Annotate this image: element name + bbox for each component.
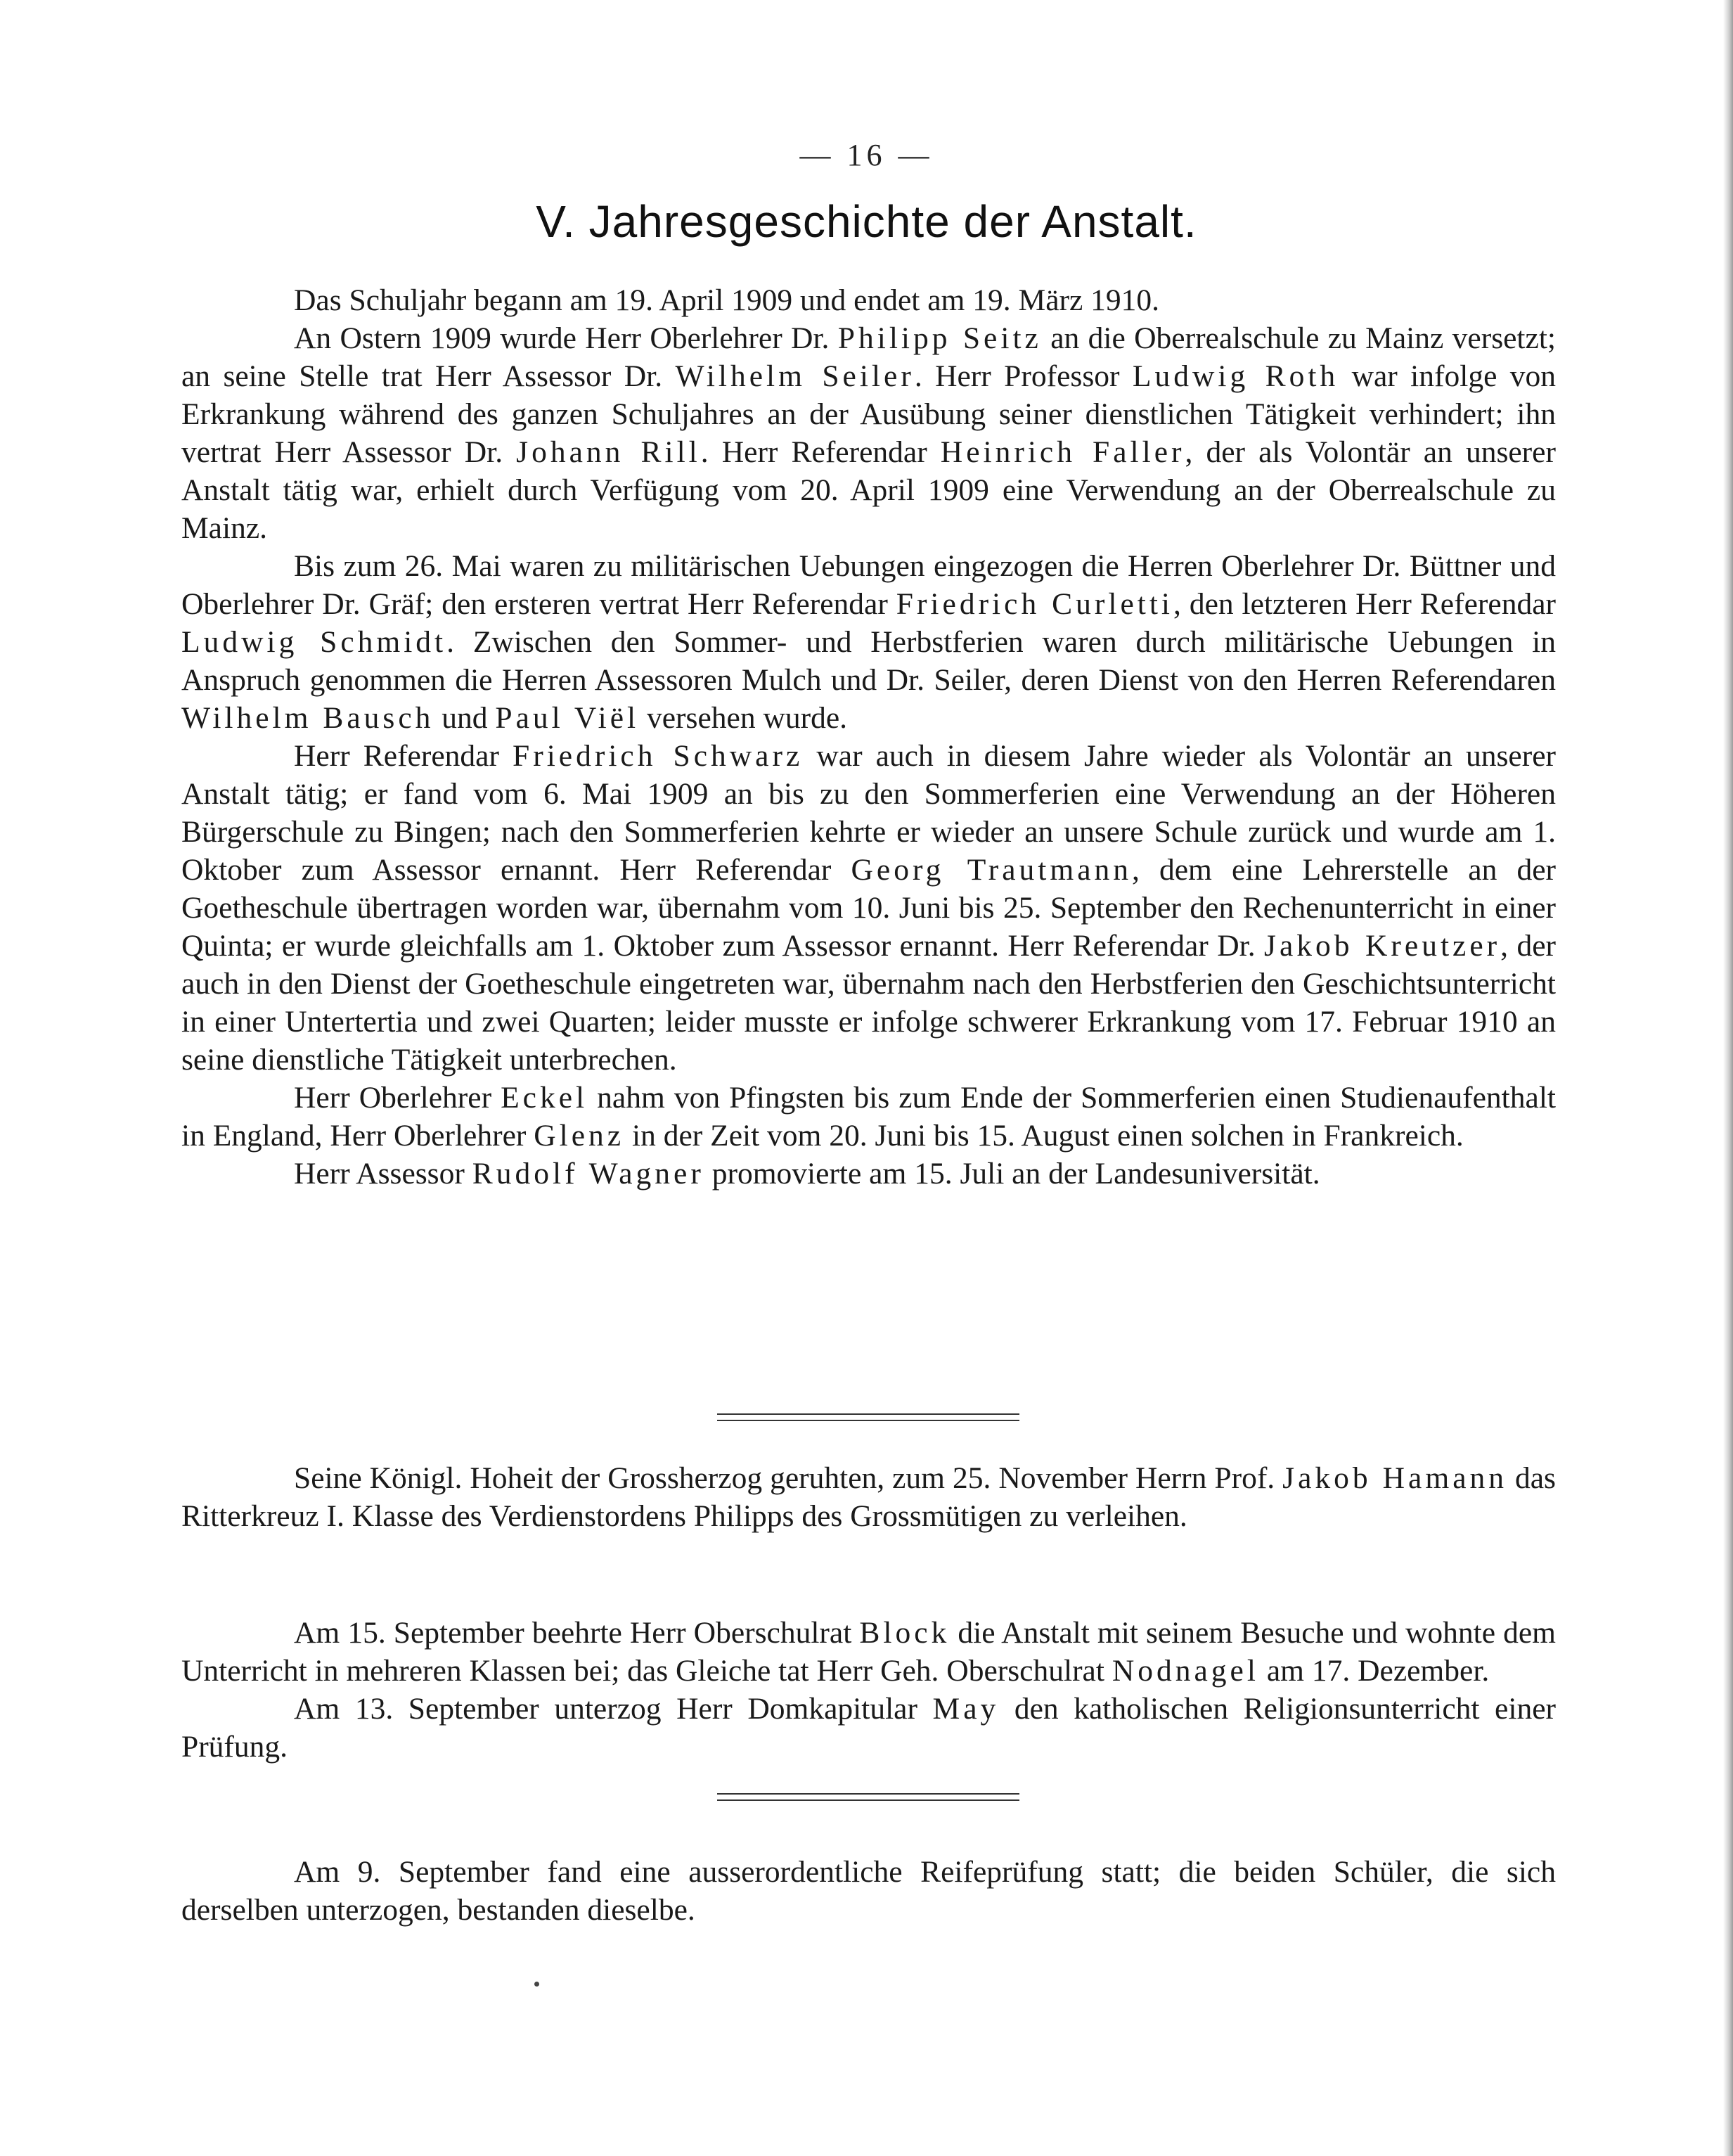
person-name: Ludwig Roth: [1132, 359, 1339, 393]
paragraph-military-exercises: Bis zum 26. Mai waren zu militärischen Uebungen eingezogen die Herren Oberlehrer Dr. Büttner und Oberlehrer Dr. Gräf; den ersteren vertrat Herr Referendar Friedrich Curletti, den letzteren Herr Referendar Ludwig Schmidt. Zwischen den Sommer- und Herbstferien waren durch militärische Uebungen in Anspruch genommen die Herren Assessoren Mulch und Dr. Seiler, deren Dienst von den Herren Referendaren Wilhelm Bausch und Paul Viël versehen wurde.: [181, 549, 1556, 735]
section-honour: [181, 1459, 1556, 1535]
person-name: Paul Viël: [495, 701, 640, 735]
person-name: Philipp Seitz: [837, 321, 1042, 355]
paragraph-school-year: Das Schuljahr begann am 19. April 1909 und endet am 19. März 1910.: [294, 283, 1160, 317]
section-staff-changes: [181, 281, 1556, 1193]
person-name: Glenz: [534, 1119, 625, 1153]
section-divider: [717, 1793, 1019, 1801]
section-divider: [717, 1413, 1019, 1421]
person-name: Eckel: [501, 1081, 588, 1115]
person-name: Heinrich Faller: [940, 435, 1185, 469]
person-name: Rudolf Wagner: [472, 1157, 704, 1191]
paragraph-reifepruefung: Am 9. September fand eine ausserordentliche Reifeprüfung statt; die beiden Schüler, die sich derselben unterzogen, bestanden dieselbe.: [181, 1855, 1556, 1927]
person-name: May: [932, 1692, 1000, 1726]
person-name: Georg Trautmann: [851, 853, 1133, 887]
person-name: Nodnagel: [1112, 1654, 1259, 1688]
paragraph-promotion: Herr Assessor Rudolf Wagner promovierte am 15. Juli an der Landesuniversität.: [294, 1157, 1320, 1191]
section-title: V. Jahresgeschichte der Anstalt.: [536, 196, 1197, 247]
person-name: Jakob Kreutzer: [1264, 929, 1501, 963]
print-speck: [534, 1982, 539, 1987]
person-name: Wilhelm Seiler: [675, 359, 915, 393]
paragraph-decoration: Seine Königl. Hoheit der Grossherzog geruhten, zum 25. November Herrn Prof. Jakob Hamann das Ritterkreuz I. Klasse des Verdienstordens Philipps des Grossmütigen zu verleihen.: [181, 1461, 1556, 1533]
person-name: Jakob Hamann: [1282, 1461, 1508, 1495]
page-number: — 16 —: [799, 138, 934, 172]
person-name: Friedrich Schwarz: [513, 739, 804, 773]
paragraph-study-abroad: Herr Oberlehrer Eckel nahm von Pfingsten bis zum Ende der Sommerferien einen Studienaufenthalt in England, Herr Oberlehrer Glenz in der Zeit vom 20. Juni bis 15. August einen solchen in Frankreich.: [181, 1081, 1556, 1153]
person-name: Block: [859, 1616, 951, 1650]
person-name: Johann Rill: [516, 435, 701, 469]
page-edge-shadow: [1723, 0, 1733, 2156]
paragraph-inspection-visit: Am 15. September beehrte Herr Oberschulrat Block die Anstalt mit seinem Besuche und wohnte dem Unterricht in mehreren Klassen bei; das Gleiche tat Herr Geh. Oberschulrat Nodnagel am 17. Dezember.: [181, 1616, 1556, 1688]
paragraph-volunteers: Herr Referendar Friedrich Schwarz war auch in diesem Jahre wieder als Volontär an unserer Anstalt tätig; er fand vom 6. Mai 1909 an bis zu den Sommerferien eine Verwendung an der Höheren Bürgerschule zu Bingen; nach den Sommerferien kehrte er wieder an unsere Schule zurück und wurde am 1. Oktober zum Assessor ernannt. Herr Referendar Georg Trautmann, dem eine Lehrerstelle an der Goetheschule übertragen worden war, übernahm vom 10. Juni bis 25. September den Rechenunterricht in einer Quinta; er wurde gleichfalls am 1. Oktober zum Assessor ernannt. Herr Referendar Dr. Jakob Kreutzer, der auch in den Dienst der Goetheschule eingetreten war, übernahm nach den Herbstferien den Geschichtsunterricht in einer Untertertia und zwei Quarten; leider musste er infolge schwerer Erkrankung vom 17. Februar 1910 an seine dienstliche Tätigkeit unterbrechen.: [181, 739, 1556, 1077]
person-name: Friedrich Curletti: [896, 587, 1174, 621]
person-name: Wilhelm Bausch: [181, 701, 434, 735]
section-final-exam: [181, 1853, 1556, 1929]
section-inspections: [181, 1614, 1556, 1766]
paragraph-easter-transfers: An Ostern 1909 wurde Herr Oberlehrer Dr. Philipp Seitz an die Oberrealschule zu Mainz versetzt; an seine Stelle trat Herr Assessor Dr. Wilhelm Seiler. Herr Professor Ludwig Roth war infolge von Erkrankung während des ganzen Schuljahres an der Ausübung seiner dienstlichen Tätigkeit verhindert; ihn vertrat Herr Assessor Dr. Johann Rill. Herr Referendar Heinrich Faller, der als Volontär an unserer Anstalt tätig war, erhielt durch Verfügung vom 20. April 1909 eine Verwendung an der Oberrealschule zu Mainz.: [181, 321, 1557, 545]
paragraph-religion-exam: Am 13. September unterzog Herr Domkapitular May den katholischen Religionsunterricht einer Prüfung.: [181, 1692, 1556, 1764]
person-name: Ludwig Schmidt: [181, 625, 447, 659]
